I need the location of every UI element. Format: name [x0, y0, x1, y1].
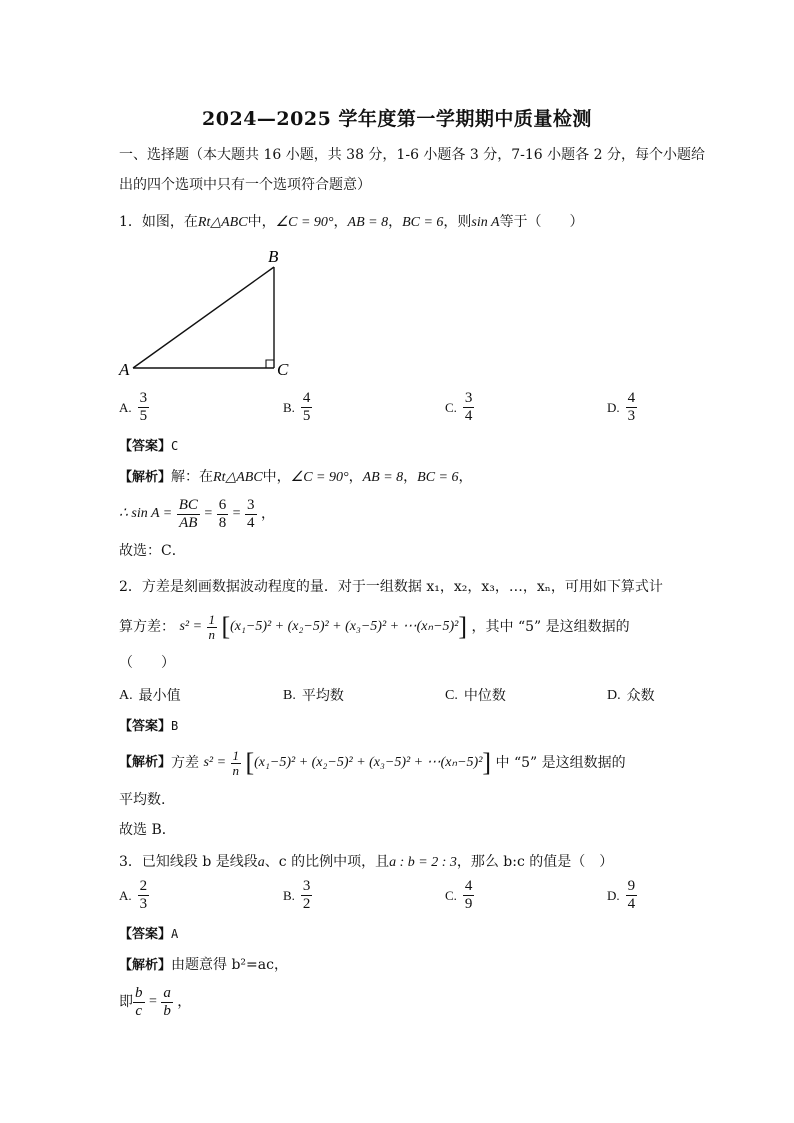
page-title: 2024—2025 学年度第一学期期中质量检测 [202, 108, 592, 130]
q1-analysis-sep2: ， [403, 469, 418, 485]
q2-paren: （ ） [119, 655, 175, 671]
q2-option-d-label: D. [607, 688, 621, 703]
q2-option-c-text: 中位数 [463, 688, 506, 704]
q2-analysis-pre: 方差 [171, 755, 200, 771]
q3-stem [119, 852, 613, 873]
q3-ratio: a : b = 2 : 3 [389, 855, 457, 870]
q2-analysis-bracket-close: ] [482, 748, 492, 777]
q1-option-c-den: 4 [464, 408, 473, 424]
q2-one-over-n [207, 613, 218, 642]
vertex-label-c: C [277, 360, 289, 379]
right-angle-mark [266, 360, 274, 368]
q3-option-c-label: C. [445, 887, 457, 903]
q1-derivation [119, 496, 275, 532]
q1-option-d-num: 4 [627, 390, 636, 406]
q2-bracket-open: [ [221, 612, 231, 641]
q1-therefore: ∴ sin A = [119, 506, 173, 521]
q1-frac1-num: BC [178, 496, 198, 513]
q1-analysis-bc: BC = 6 [417, 470, 459, 485]
section-header-line1: 一、选择题（本大题共 16 小题，共 38 分，1-6 小题各 3 分，7-16 小题各 2 分，每个小题给 [119, 147, 705, 163]
triangle-side-ab [133, 267, 274, 368]
q1-stem-e: ，则 [443, 214, 472, 230]
q1-bc: BC = 6 [402, 215, 444, 230]
vertex-label-b: B [268, 247, 279, 266]
q1-frac3-den: 4 [247, 514, 255, 531]
q2-one: 1 [208, 611, 215, 627]
q2-s-squared: s² = [179, 619, 203, 634]
q1-option-b-num: 4 [302, 390, 311, 406]
q2-analysis-post: 中 “5” 是这组数据的 [495, 755, 626, 771]
q1-ab: AB = 8 [347, 215, 389, 230]
q2-analysis-one-over-n [231, 749, 242, 778]
q3-option-b-fraction [301, 878, 313, 913]
q3-frac2-num: a [163, 984, 171, 1001]
q3-option-a-num: 2 [139, 878, 148, 894]
q1-stem-c: ， [333, 214, 348, 230]
q2-option-a-text: 最小值 [138, 688, 181, 704]
q3-answer-tag: 【答案】 [119, 927, 172, 942]
q2-analysis-tag: 【解析】 [119, 755, 172, 770]
q3-frac-b-c [133, 985, 145, 1020]
q2-analysis-n: n [232, 762, 240, 778]
q1-option-a-fraction [138, 390, 150, 425]
q2-option-c[interactable] [445, 685, 506, 705]
q2-formula-body: (x₁−5)² + (x₂−5)² + (x₃−5)² + ⋯(xₙ−5)² [230, 619, 459, 634]
q3-option-a[interactable] [119, 878, 149, 913]
q1-stem-b: 中， [247, 214, 276, 230]
q1-option-c-fraction [463, 390, 475, 425]
q2-option-b-label: B. [283, 688, 296, 703]
q3-option-d-fraction [626, 878, 638, 913]
q1-analysis-mid: 中， [262, 469, 291, 485]
q1-option-c[interactable] [445, 390, 474, 425]
q1-eq1: = [204, 506, 213, 521]
q3-answer [119, 924, 178, 945]
q2-analysis-bracket-open: [ [245, 748, 255, 777]
q3-option-d-den: 4 [627, 896, 636, 912]
q3-answer-value: A [171, 927, 179, 941]
q1-option-a-den: 5 [139, 408, 148, 424]
q2-option-b[interactable] [283, 685, 344, 705]
q1-sin-a: sin A [471, 215, 500, 230]
q1-rt-abc: Rt△ABC [197, 215, 248, 230]
q1-answer-tag: 【答案】 [119, 439, 172, 454]
q2-option-c-label: C. [445, 688, 458, 703]
q2-answer-value: B [171, 719, 179, 733]
q2-stem-line1: 2．方差是刻画数据波动程度的量．对于一组数据 x₁，x₂，x₃，…，xₙ，可用如下算式计 [119, 579, 663, 595]
q2-option-d[interactable] [607, 685, 655, 705]
q2-analysis [119, 744, 626, 782]
q2-stem-post: ，其中 “5” 是这组数据的 [471, 619, 630, 635]
q3-stem-a: 3．已知线段 b 是线段 [119, 854, 258, 870]
q1-option-b-fraction [301, 390, 313, 425]
q3-analysis [119, 955, 288, 976]
q1-option-a-label: A. [119, 399, 132, 415]
q3-frac1-num: b [135, 984, 143, 1001]
q1-analysis-text: 解：在 [171, 469, 214, 485]
q1-analysis-sep1: ， [348, 469, 363, 485]
q1-option-b-label: B. [283, 399, 295, 415]
q3-stem-c: ，那么 b:c 的值是（ ） [456, 854, 614, 870]
q1-derivation-comma: ， [260, 506, 275, 522]
q1-option-b-den: 5 [302, 408, 311, 424]
q1-conclusion: 故选：C． [119, 543, 186, 559]
q3-derivation [119, 982, 191, 1022]
q1-analysis [119, 467, 473, 488]
q3-eq: = [148, 994, 157, 1009]
q1-stem-d: ， [388, 214, 403, 230]
q2-analysis-formula: (x₁−5)² + (x₂−5)² + (x₃−5)² + ⋯(xₙ−5)² [254, 755, 483, 770]
q1-answer [119, 436, 178, 457]
q1-answer-value: C [171, 439, 179, 453]
q2-option-a[interactable] [119, 685, 181, 705]
q1-analysis-ab: AB = 8 [362, 470, 404, 485]
q1-frac1-den: AB [179, 514, 198, 531]
q2-answer-tag: 【答案】 [119, 719, 172, 734]
q2-option-a-label: A. [119, 688, 133, 703]
q1-angle-c: ∠C = 90° [275, 215, 334, 230]
q1-analysis-sep3: ， [458, 469, 473, 485]
vertex-label-a: A [119, 360, 130, 379]
q3-option-c-den: 9 [464, 896, 473, 912]
q1-frac-3-4 [245, 497, 257, 532]
q2-option-b-text: 平均数 [301, 688, 344, 704]
q3-derivation-comma: ， [177, 994, 192, 1010]
q1-option-c-num: 3 [464, 390, 473, 406]
q1-eq2: = [232, 506, 241, 521]
q1-option-b[interactable] [283, 390, 312, 425]
q1-option-d[interactable] [607, 390, 637, 425]
q1-stem-a: 1．如图，在 [119, 214, 198, 230]
q3-analysis-tag: 【解析】 [119, 958, 172, 973]
q3-option-a-fraction [138, 878, 150, 913]
q3-option-b[interactable] [283, 878, 312, 913]
q3-option-d[interactable] [607, 878, 637, 913]
q1-frac2-num: 6 [218, 496, 227, 513]
q2-analysis-s-squared: s² = [203, 755, 227, 770]
q3-option-c-fraction [463, 878, 475, 913]
q3-var-a: a [257, 855, 265, 870]
q2-answer [119, 716, 178, 737]
q1-analysis-angle: ∠C = 90° [290, 470, 349, 485]
q1-analysis-rt: Rt△ABC [213, 470, 263, 485]
q2-analysis-line2: 平均数. [119, 792, 166, 808]
section-header-line2: 出的四个选项中只有一个选项符合题意） [119, 177, 371, 193]
q2-option-d-text: 众数 [626, 688, 655, 704]
q3-ji: 即 [119, 994, 133, 1010]
q1-option-c-label: C. [445, 399, 457, 415]
q1-frac-6-8 [217, 497, 229, 532]
q1-stem [119, 212, 584, 233]
q2-n: n [208, 626, 215, 642]
q2-stem-pre: 算方差： [119, 619, 175, 635]
q2-conclusion: 故选 B． [119, 822, 176, 838]
q3-option-d-num: 9 [627, 878, 636, 894]
q3-option-d-label: D. [607, 887, 620, 903]
q1-option-d-fraction [626, 390, 638, 425]
q1-triangle-figure [115, 245, 300, 380]
q2-bracket-close: ] [458, 612, 468, 641]
q2-analysis-one: 1 [232, 747, 240, 763]
q3-option-a-den: 3 [139, 896, 148, 912]
q3-analysis-text: 由题意得 b²=ac， [171, 957, 288, 973]
q3-frac1-den: c [135, 1002, 143, 1019]
q1-option-d-label: D. [607, 399, 620, 415]
q3-option-a-label: A. [119, 887, 132, 903]
q3-option-b-label: B. [283, 887, 295, 903]
q2-stem-line2 [119, 608, 630, 646]
q1-analysis-tag: 【解析】 [119, 470, 172, 485]
q1-option-a[interactable] [119, 390, 149, 425]
q3-stem-b: 、c 的比例中项，且 [264, 854, 390, 870]
q1-option-a-num: 3 [139, 390, 148, 406]
q3-option-c-num: 4 [464, 878, 473, 894]
q1-frac3-num: 3 [247, 496, 255, 513]
q3-option-b-den: 2 [302, 896, 311, 912]
q3-frac2-den: b [163, 1002, 171, 1019]
q3-option-b-num: 3 [302, 878, 311, 894]
q1-option-d-den: 3 [627, 408, 636, 424]
q1-frac2-den: 8 [218, 514, 227, 531]
q3-frac-a-b [161, 985, 173, 1020]
q3-option-c[interactable] [445, 878, 474, 913]
q1-frac-bc-ab [177, 497, 200, 532]
q1-stem-f: 等于（ ） [499, 214, 584, 230]
